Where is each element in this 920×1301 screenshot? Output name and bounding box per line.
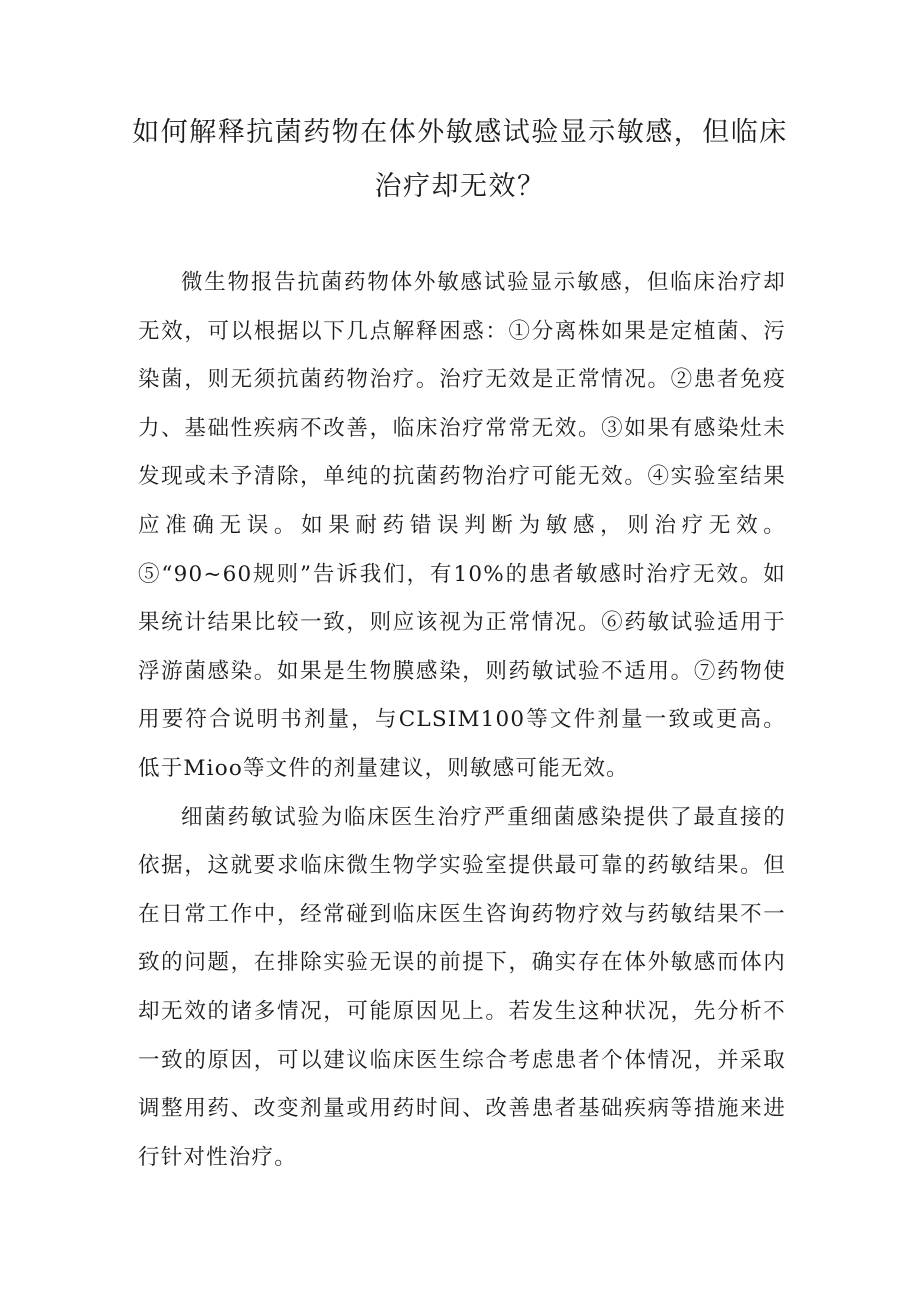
paragraph-context: 细菌药敏试验为临床医生治疗严重细菌感染提供了最直接的依据，这就要求临床微生物学实验室提供最可靠的药敏结果。但在日常工作中，经常碰到临床医生咨询药物疗效与药敏结果不一致的问题，在排除实验无误的前提下，确实存在体外敏感而体内却无效的诸多情况，可能原因见上。若发生这种状况，先分析不一致的原因，可以建议临床医生综合考虑患者个体情况，并采取调整用药、改变剂量或用药时间、改善患者基础疾病等措施来进行针对性治疗。 — [138, 804, 786, 1170]
document-title: 如何解释抗菌药物在体外敏感试验显示敏感，但临床治疗却无效？ — [132, 117, 788, 202]
paragraph-explanation: 微生物报告抗菌药物体外敏感试验显示敏感，但临床治疗却无效，可以根据以下几点解释困惑：①分离株如果是定植菌、污染菌，则无须抗菌药物治疗。治疗无效是正常情况。②患者免疫力、基础性疾病不改善，临床治疗常常无效。③如果有感染灶未发现或未予清除，单纯的抗菌药物治疗可能无效。④实验室结果应准确无误。如果耐药错误判断为敏感，则治疗无效。⑤“90~60规则”告诉我们，有10%的患者敏感时治疗无效。如果统计结果比较一致，则应该视为正常情况。⑥药敏试验适用于浮游菌感染。如果是生物膜感染，则药敏试验不适用。⑦药物使用要符合说明书剂量，与CLSIM100等文件剂量一致或更高。低于Mioo等文件的剂量建议，则敏感可能无效。 — [138, 270, 786, 781]
document-body — [138, 259, 786, 1182]
